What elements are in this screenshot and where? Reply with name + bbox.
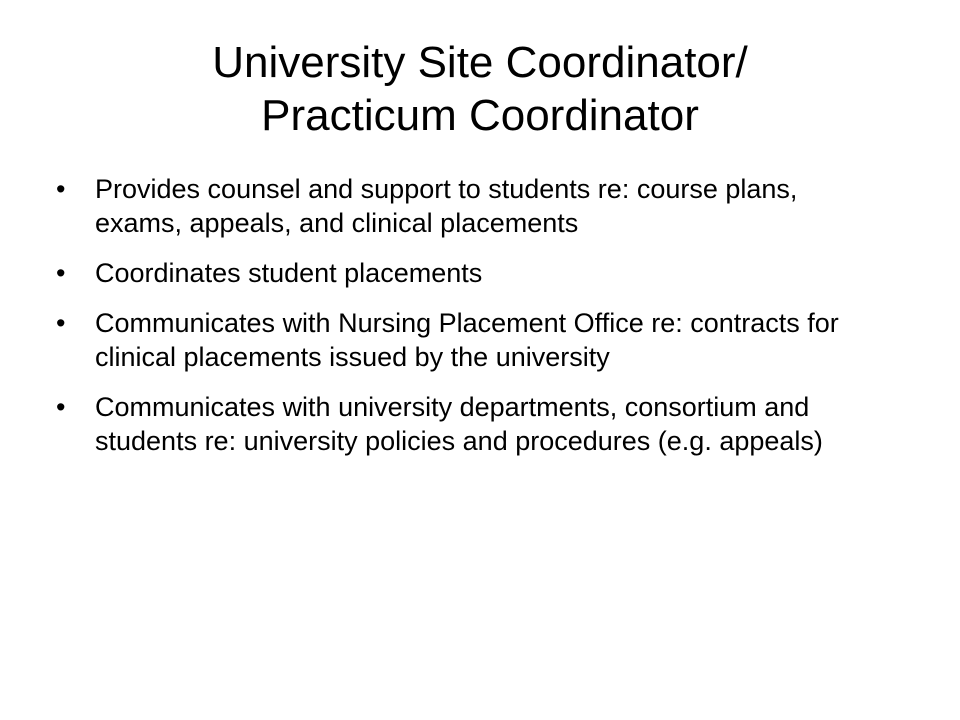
bullet-text: Coordinates student placements [95, 258, 483, 288]
bullet-list [56, 172, 876, 474]
title-line-1: University Site Coordinator/ [212, 38, 748, 87]
bullet-icon: • [56, 308, 66, 338]
bullet-icon: • [56, 258, 66, 288]
bullet-icon: • [56, 174, 66, 204]
bullet-item [56, 306, 876, 374]
slide-title [48, 36, 912, 142]
bullet-text: Communicates with Nursing Placement Office re: contracts for clinical placements issued by the university [95, 308, 839, 372]
bullet-item [56, 256, 876, 290]
bullet-text: Communicates with university departments, consortium and students re: university policies and procedures (e.g. appeals) [95, 392, 823, 456]
bullet-item [56, 390, 876, 458]
bullet-text: Provides counsel and support to students re: course plans, exams, appeals, and clinical placements [95, 174, 798, 238]
bullet-item [56, 172, 876, 240]
title-line-2: Practicum Coordinator [261, 91, 699, 140]
bullet-icon: • [56, 392, 66, 422]
